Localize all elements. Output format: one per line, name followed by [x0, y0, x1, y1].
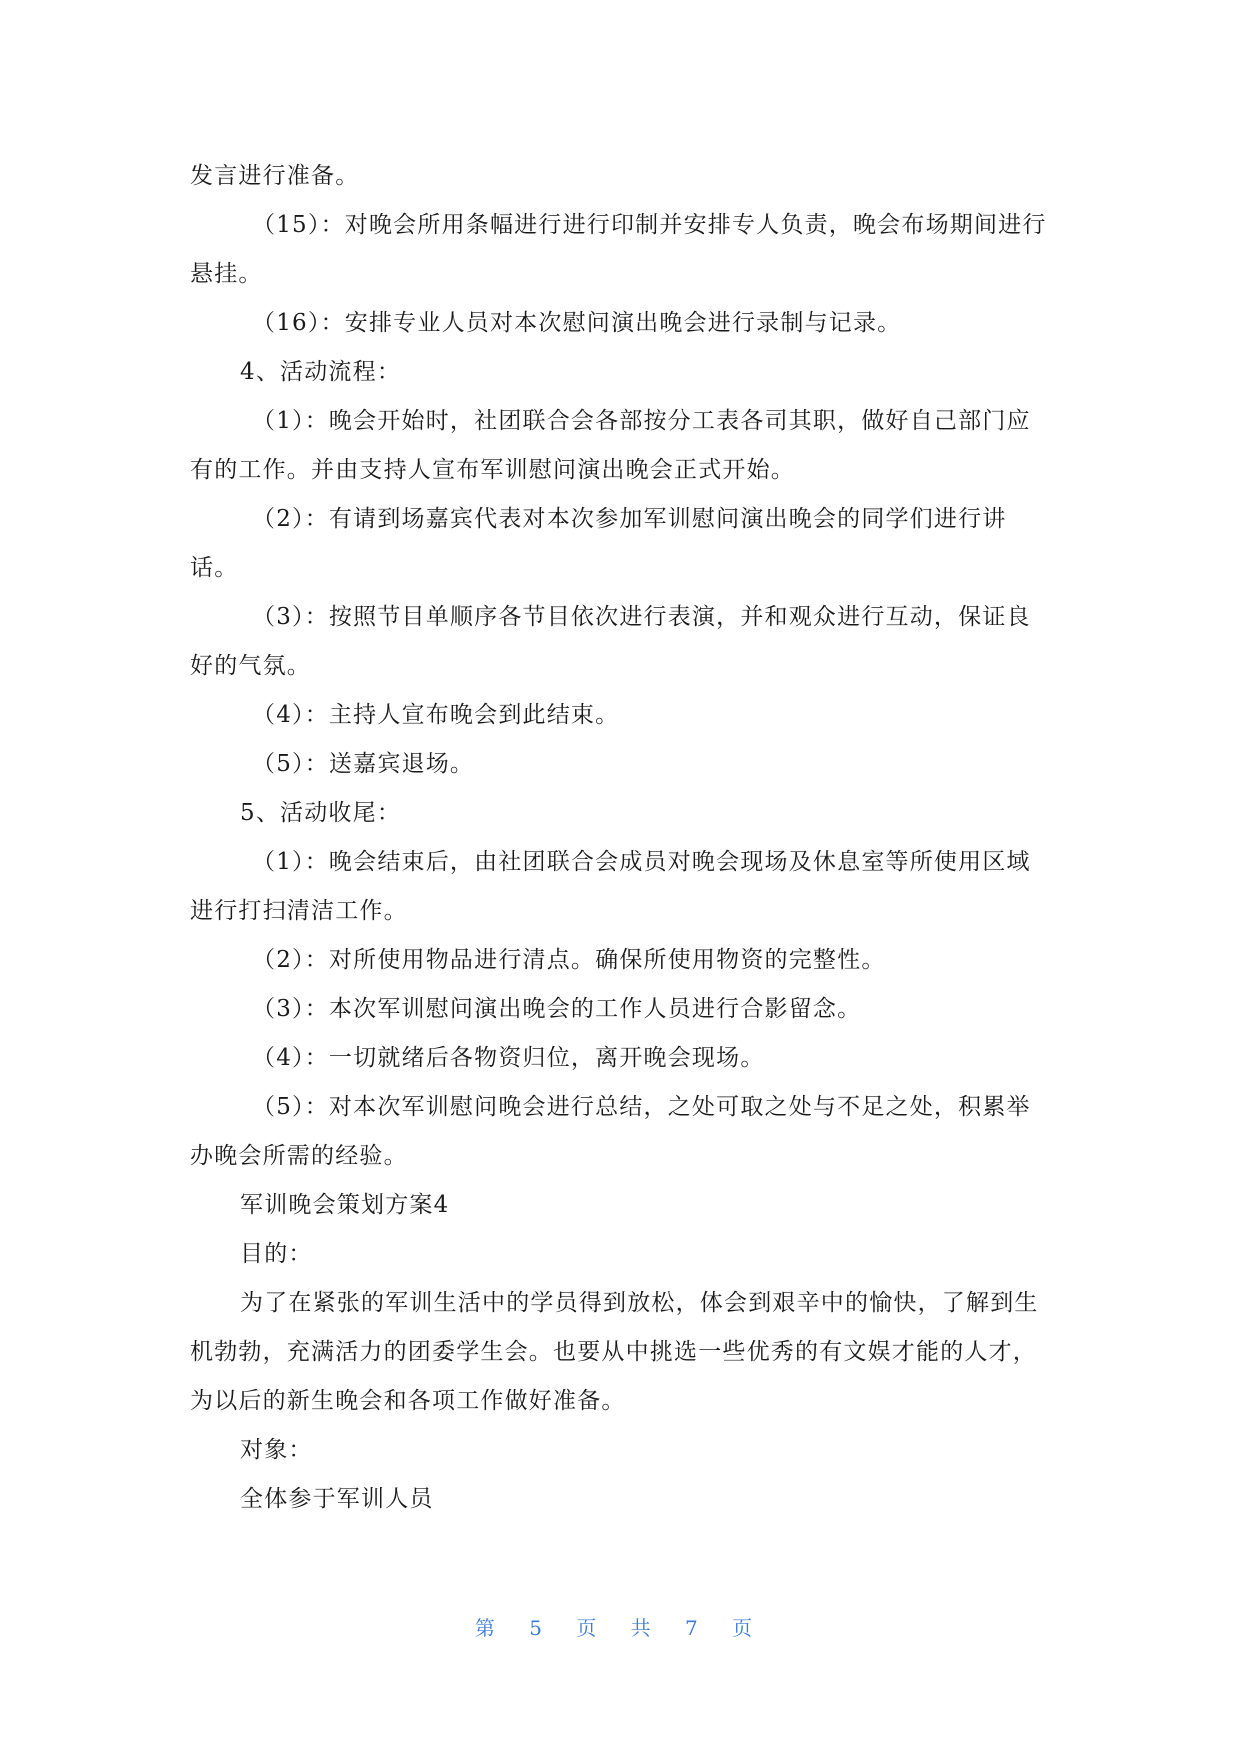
section-heading: 目的：: [240, 1241, 313, 1267]
paragraph: 为了在紧张的军训生活中的学员得到放松，体会到艰辛中的愉快，了解到生机勃勃，充满活力的团委学生会。也要从中挑选一些优秀的有文娱才能的人才，为以后的新生晚会和各项工作做好准备。: [190, 1290, 1039, 1414]
paragraph: （4）：主持人宣布晚会到此结束。: [252, 702, 620, 728]
paragraph: 全体参于军训人员: [240, 1486, 434, 1512]
page-number-footer: 第 5 页 共 7 页: [474, 1616, 767, 1640]
section-heading: 5、活动收尾：: [240, 800, 402, 826]
paragraph: （2）：对所使用物品进行清点。确保所使用物资的完整性。: [252, 947, 886, 973]
paragraph: （15）：对晚会所用条幅进行进行印制并安排专人负责，晚会布场期间进行悬挂。: [190, 212, 1047, 287]
document-body: [190, 152, 1052, 1524]
paragraph: （1）：晚会结束后，由社团联合会成员对晚会现场及休息室等所使用区域进行打扫清洁工作。: [190, 849, 1031, 924]
paragraph: 发言进行准备。: [190, 163, 360, 189]
paragraph: （1）：晚会开始时，社团联合会各部按分工表各司其职，做好自己部门应有的工作。并由支持人宣布军训慰问演出晚会正式开始。: [190, 408, 1031, 483]
paragraph: （2）：有请到场嘉宾代表对本次参加军训慰问演出晚会的同学们进行讲话。: [190, 506, 1007, 581]
paragraph: （4）：一切就绪后各物资归位，离开晚会现场。: [252, 1045, 765, 1071]
section-title: 军训晚会策划方案4: [240, 1192, 450, 1218]
section-heading: 对象：: [240, 1437, 313, 1463]
section-heading: 4、活动流程：: [240, 359, 402, 385]
paragraph: （3）：按照节目单顺序各节目依次进行表演，并和观众进行互动，保证良好的气氛。: [190, 604, 1031, 679]
paragraph: （16）：安排专业人员对本次慰问演出晚会进行录制与记录。: [252, 310, 902, 336]
paragraph: （5）：对本次军训慰问晚会进行总结，之处可取之处与不足之处，积累举办晚会所需的经验。: [190, 1094, 1031, 1169]
paragraph: （3）：本次军训慰问演出晚会的工作人员进行合影留念。: [252, 996, 862, 1022]
paragraph: （5）：送嘉宾退场。: [252, 751, 475, 777]
